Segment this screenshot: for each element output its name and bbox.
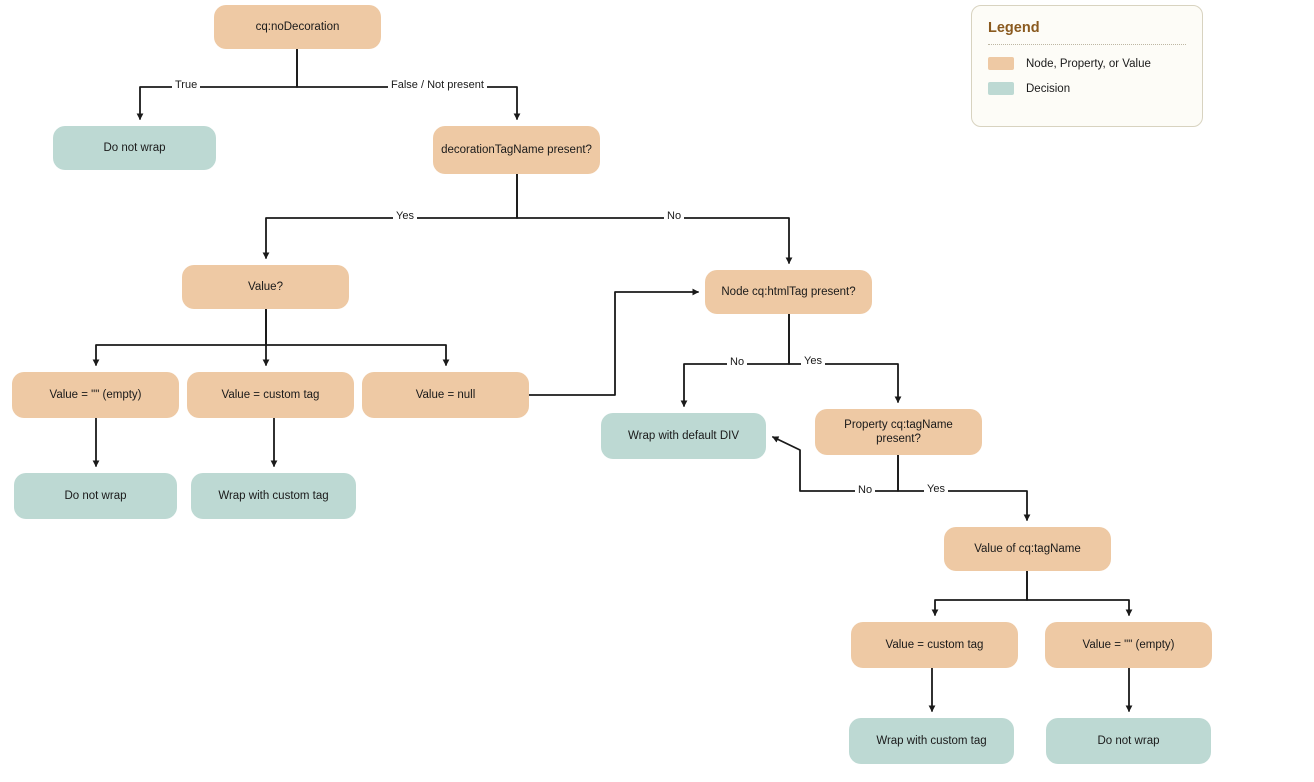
edge-label-no-2: No <box>727 356 747 368</box>
legend-swatch-decision-icon <box>988 82 1014 95</box>
node-wrap-custom-tag-1[interactable] <box>191 473 356 519</box>
node-wrap-custom-tag-2[interactable] <box>849 718 1014 764</box>
node-value-custom-tag-2[interactable] <box>851 622 1018 668</box>
edge-label-true: True <box>172 79 200 91</box>
node-label: Wrap with custom tag <box>876 734 987 747</box>
node-cq-nodecoration[interactable] <box>214 5 381 49</box>
legend-item-label: Node, Property, or Value <box>1026 57 1151 70</box>
legend-item-decision <box>988 82 1186 95</box>
node-do-not-wrap-3[interactable] <box>1046 718 1211 764</box>
node-label: Value = custom tag <box>221 388 320 401</box>
node-label: decorationTagName present? <box>441 143 592 156</box>
edge-label-no-3: No <box>855 484 875 496</box>
node-label: Do not wrap <box>64 489 127 502</box>
node-label: Property cq:tagName present? <box>844 418 953 445</box>
node-label: Node cq:htmlTag present? <box>721 285 856 298</box>
node-decorationtagname-present[interactable] <box>433 126 600 174</box>
node-label: Value = "" (empty) <box>49 388 142 401</box>
node-label: Do not wrap <box>1097 734 1160 747</box>
legend-panel <box>971 5 1203 127</box>
legend-item-label: Decision <box>1026 82 1071 95</box>
node-label: Value = custom tag <box>885 638 984 651</box>
node-value-of-cq-tagname[interactable] <box>944 527 1111 571</box>
edge-label-yes-3: Yes <box>924 483 948 495</box>
node-label: cq:noDecoration <box>255 20 340 33</box>
node-wrap-default-div[interactable] <box>601 413 766 459</box>
node-value-empty-2[interactable] <box>1045 622 1212 668</box>
node-value-null[interactable] <box>362 372 529 418</box>
legend-divider <box>988 44 1186 45</box>
node-label: Value = "" (empty) <box>1082 638 1175 651</box>
node-label: Wrap with default DIV <box>627 429 739 442</box>
node-do-not-wrap-1[interactable] <box>53 126 216 170</box>
node-value-custom-tag-1[interactable] <box>187 372 354 418</box>
legend-item-node <box>988 57 1186 70</box>
node-cq-tagname-present[interactable] <box>815 409 982 455</box>
edge-label-false-not-present: False / Not present <box>388 79 487 91</box>
legend-swatch-node-icon <box>988 57 1014 70</box>
edge-label-yes-2: Yes <box>801 355 825 367</box>
edge-label-yes-1: Yes <box>393 210 417 222</box>
node-value-question[interactable] <box>182 265 349 309</box>
node-label: Wrap with custom tag <box>218 489 329 502</box>
legend-title: Legend <box>988 20 1040 36</box>
node-label: Value? <box>248 280 283 293</box>
node-cq-htmltag-present[interactable] <box>705 270 872 314</box>
node-label: Value of cq:tagName <box>974 542 1081 555</box>
node-do-not-wrap-2[interactable] <box>14 473 177 519</box>
edge-label-no-1: No <box>664 210 684 222</box>
node-value-empty-1[interactable] <box>12 372 179 418</box>
node-label: Do not wrap <box>103 141 166 154</box>
node-label: Value = null <box>415 388 476 401</box>
